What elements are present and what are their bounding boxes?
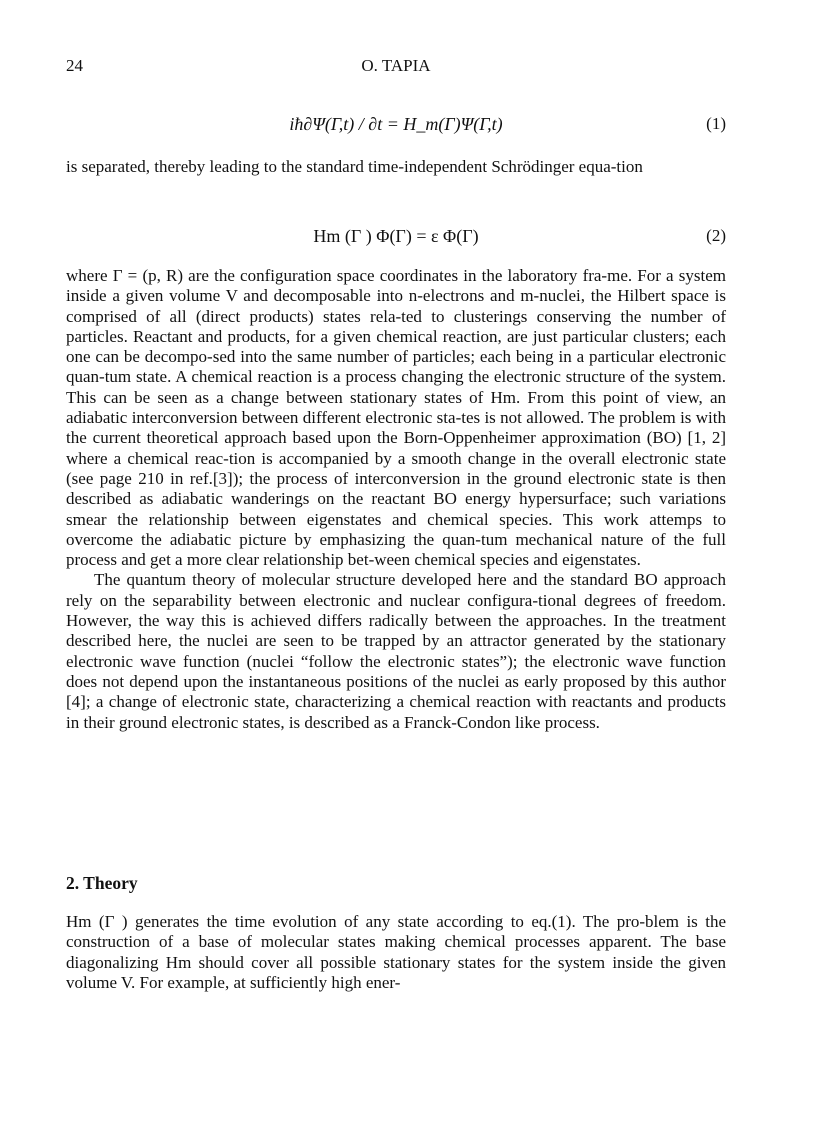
paragraph-after-eq1: is separated, thereby leading to the standard time-independent Schrödinger equa-tion <box>66 157 643 176</box>
theory-text <box>66 912 726 993</box>
paragraph-configuration-space: where Γ = (p, R) are the configuration space coordinates in the laboratory fra-me. For a system inside a given volume V and decomposable into n-electrons and m-nuclei, the Hilbert space is comprised of all (direct products) states rela-ted to clusterings conserving the number of particles. Reactant and products, for a given chemical reaction, are just particular clusters; each one can be decompo-sed into the same number of particles; each being in a particular electronic quan-tum state. A chemical reaction is a process changing the electronic structure of the system. This can be seen as a change between stationary states of Hm. From this point of view, an adiabatic interconversion between different electronic sta-tes is not allowed. The problem is with the current theoretical approach based upon the Born-Oppenheimer approximation (BO) [1, 2] where a chemical reac-tion is accompanied by a smooth change in the overall electronic state (see page 210 in ref.[3]); the process of interconversion in the ground electronic state is then described as adiabatic wanderings on the reactant BO energy hypersurface; such variations smear the relationship between eigenstates and chemical species. This work attemps to overcome the adiabatic picture by emphasizing the quan-tum mechanical nature of the full process and get a more clear relationship bet-ween chemical species and eigenstates. <box>66 266 726 570</box>
equation-1-formula: iħ∂Ψ(Γ,t) / ∂t = H_m(Γ)Ψ(Γ,t) <box>289 114 503 134</box>
paragraph-theory: Hm (Γ ) generates the time evolution of any state according to eq.(1). The pro-blem is the construction of a base of molecular states making chemical processes apparent. The base diagonalizing Hm should cover all possible stationary states for the system inside the given volume V. For example, at sufficiently high ener- <box>66 912 726 992</box>
equation-2 <box>66 222 726 250</box>
running-head: O. TAPIA <box>361 56 431 75</box>
body-text <box>66 266 726 733</box>
equation-2-formula: Hm (Γ ) Φ(Γ) = ε Φ(Γ) <box>313 226 479 246</box>
equation-2-number: (2) <box>706 226 726 245</box>
paragraph-quantum-theory: The quantum theory of molecular structure developed here and the standard BO approach rely on the separability between electronic and nuclear configura-tional degrees of freedom. However, the way this is achieved differs radically between the approaches. In the treatment described here, the nuclei are seen to be trapped by an attractor generated by the stationary electronic wave function (nuclei “follow the electronic states”); the electronic wave function does not depend upon the instantaneous positions of the nuclei as early proposed by this author [4]; a change of electronic state, characterizing a chemical reaction with reactants and products in their ground electronic states, is described as a Franck-Condon like process. <box>66 570 726 732</box>
page-number: 24 <box>66 56 83 75</box>
section-heading-theory: 2. Theory <box>66 873 138 893</box>
paragraph-intro <box>66 157 726 177</box>
equation-1-number: (1) <box>706 114 726 133</box>
page-header <box>66 54 726 78</box>
equation-1 <box>66 110 726 138</box>
